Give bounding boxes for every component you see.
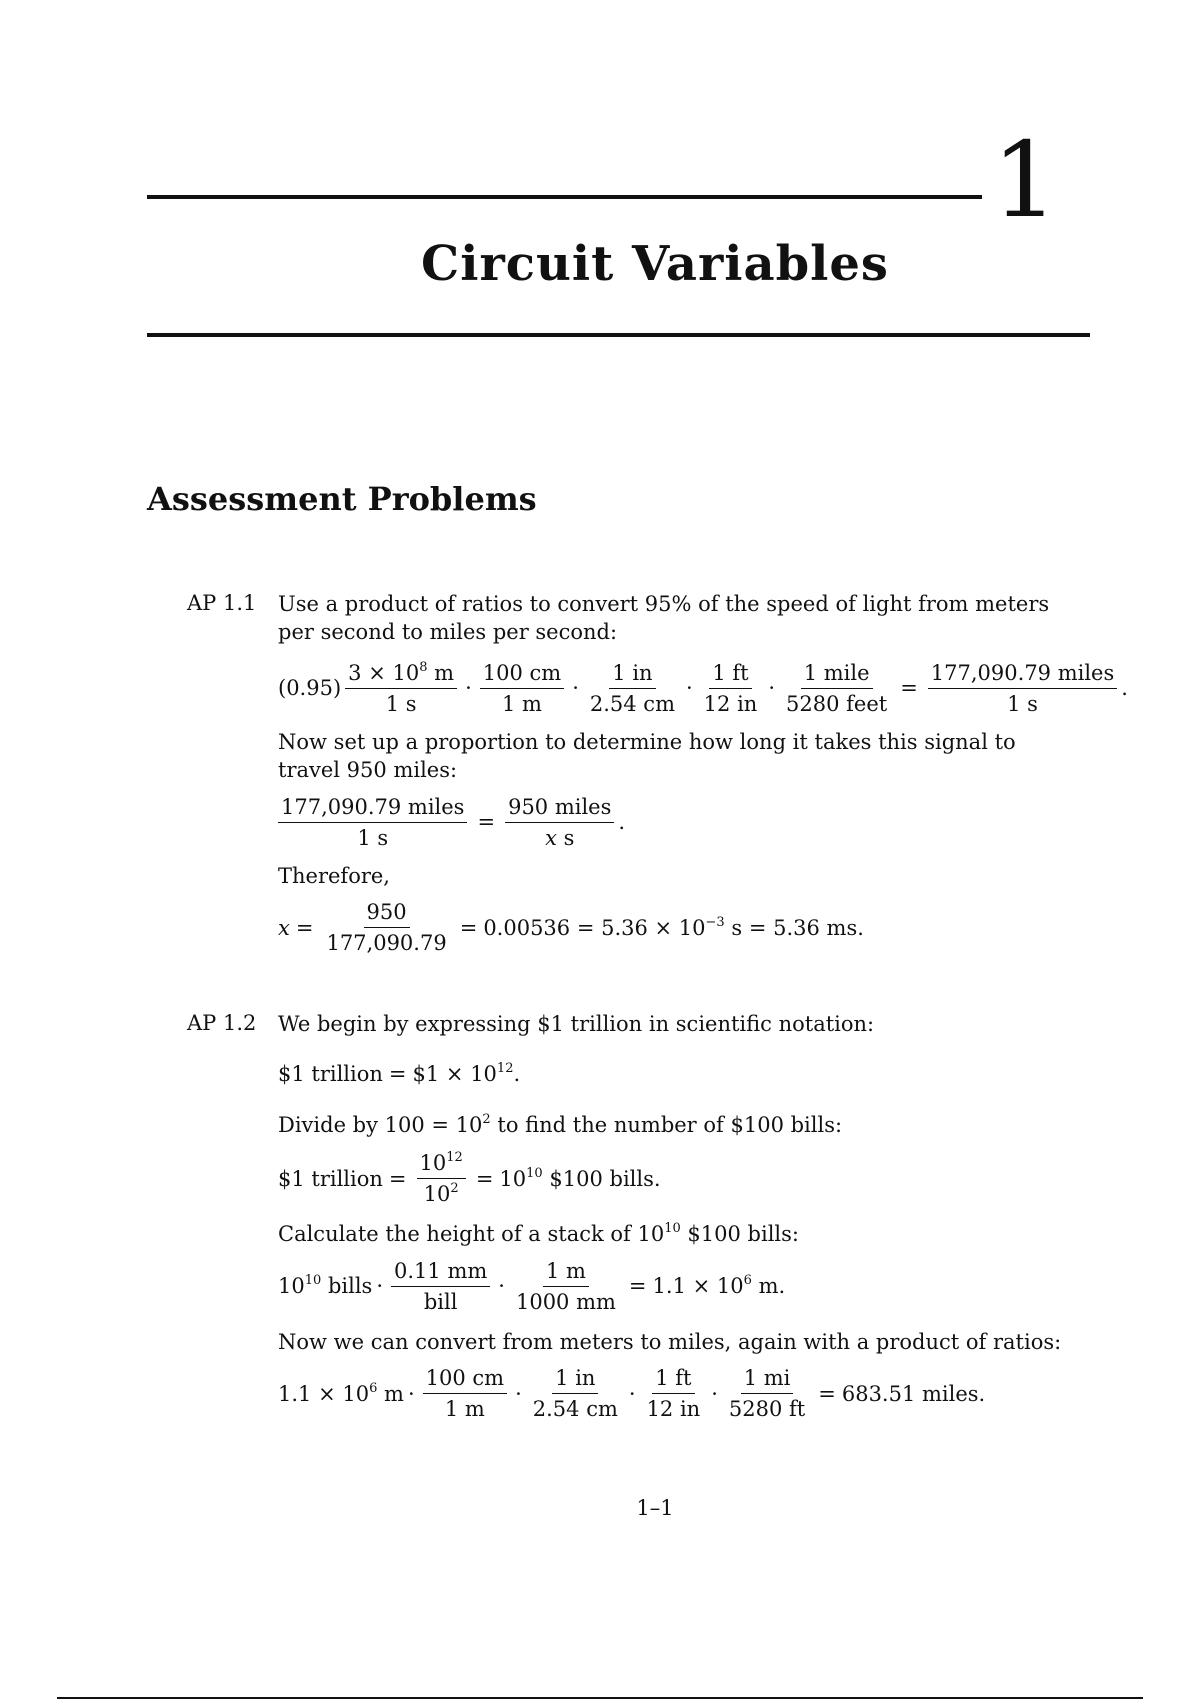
ap12-height-text: Calculate the height of a stack of $10^{10}$ $100 bills: <box>278 1221 799 1247</box>
ap11-fraction-4: $\frac{1 ft}{12 in}$ <box>703 660 758 716</box>
ap12-miles-fraction-1: $\frac{100 cm}{1 m}$ <box>423 1366 507 1421</box>
ap11-intro: Use a product of ratios to convert 95% of the speed of light from meters per second to miles per second: <box>278 592 1050 645</box>
ap11-fraction-1: $\frac{3 \times 10^8 m}{1 s}$ <box>345 661 457 716</box>
problem-ap11 <box>278 590 1128 956</box>
ap11-fraction-3: $\frac{1 in}{2.54 cm}$ <box>589 660 675 716</box>
ap11-time-equation: x = $\frac{950}{177,090.79}$ = $0.00536 = 5.36 \times 10^{-3}$ s = 5.36 ms. <box>278 900 864 956</box>
ap12-convert-text: Now we can convert from meters to miles, again with a product of ratios: <box>278 1329 1062 1354</box>
ap12-height-equation: $10^{10}$ bills · $\frac{0.11 mm}{\text{bill}}$ · $\frac{1 m}{1000 mm}$ = $1.1 \times 10^6$ m. <box>278 1258 786 1314</box>
ap11-proportion-left: $\frac{\text{177,090.79 miles}}{1 s}$ <box>278 795 467 850</box>
ap12-bills-fraction: $\frac{10^{12}}{10^2}$ <box>417 1151 466 1206</box>
ap12-divide-text: Divide by $100 = 10^2$ to find the number of $100 bills: <box>278 1111 843 1137</box>
chapter-number: 1 <box>992 119 1059 241</box>
ap12-height-fraction-2: $\frac{1 m}{1000 mm}$ <box>515 1258 616 1314</box>
problem-ap12 <box>278 1010 1078 1422</box>
ap12-miles-fraction-2: $\frac{1 in}{2.54 cm}$ <box>532 1366 618 1422</box>
ap11-conversion-equation: (0.95) $\frac{3 \times 10^8 m}{1 s}$ · $\frac{100 cm}{1 m}$ · $\frac{1 in}{2.54 cm}$ · $\frac{1 ft}{12 in}$ · $\frac{\text{1 mile}}{\text{5280 feet}}$ = $\frac{\text{177,090.79 miles}}{1 s}$ . <box>278 659 1128 716</box>
ap11-proportion-equation: $\frac{\text{177,090.79 miles}}{1 s}$ = $\frac{\text{950 miles}}{\text{x s}}$ . <box>278 795 1078 850</box>
ap11-result-fraction: $\frac{\text{177,090.79 miles}}{1 s}$ <box>928 661 1117 716</box>
footer-rule <box>57 1697 1143 1699</box>
chapter-rule-bottom <box>147 333 1090 337</box>
ap11-therefore: Therefore, <box>278 863 390 888</box>
chapter-rule-top <box>147 195 982 199</box>
ap11-time-fraction: $\frac{950}{177,090.79}$ <box>326 900 447 956</box>
ap11-fraction-2: $\frac{100 cm}{1 m}$ <box>480 661 564 716</box>
ap12-height-fraction-1: $\frac{0.11 mm}{\text{bill}}$ <box>391 1259 490 1314</box>
problem-label-ap11: AP 1.1 <box>187 591 257 615</box>
ap11-coef: (0.95) <box>278 676 342 701</box>
chapter-title: Circuit Variables <box>421 236 889 292</box>
problem-label-ap12: AP 1.2 <box>187 1011 257 1035</box>
ap11-fraction-5: $\frac{\text{1 mile}}{\text{5280 feet}}$ <box>786 660 888 716</box>
ap12-bills-equation: $1 trillion = $\frac{10^{12}}{10^2}$ = $10^{10}$ $100 bills. <box>278 1150 661 1207</box>
ap11-proportion-right: $\frac{\text{950 miles}}{\text{x s}}$ <box>505 795 614 850</box>
ap11-proportion-text: Now set up a proportion to determine how long it takes this signal to travel 950 miles: <box>278 729 1016 783</box>
page-number: 1–1 <box>636 1496 674 1520</box>
ap12-miles-fraction-4: $\frac{1 mi}{5280 ft}$ <box>728 1366 806 1422</box>
ap12-miles-equation: $1.1 \times 10^6$ m · $\frac{100 cm}{1 m}$ · $\frac{1 in}{2.54 cm}$ · $\frac{1 ft}{12 in}$ · $\frac{1 mi}{5280 ft}$ = 683.51 miles. <box>278 1366 986 1422</box>
ap12-trillion-equation: $1 trillion = $1 × $10^{12}$. <box>278 1061 521 1087</box>
section-heading: Assessment Problems <box>147 480 537 518</box>
ap12-miles-fraction-3: $\frac{1 ft}{12 in}$ <box>646 1366 701 1422</box>
ap12-intro: We begin by expressing $1 trillion in scientific notation: <box>278 1012 875 1036</box>
